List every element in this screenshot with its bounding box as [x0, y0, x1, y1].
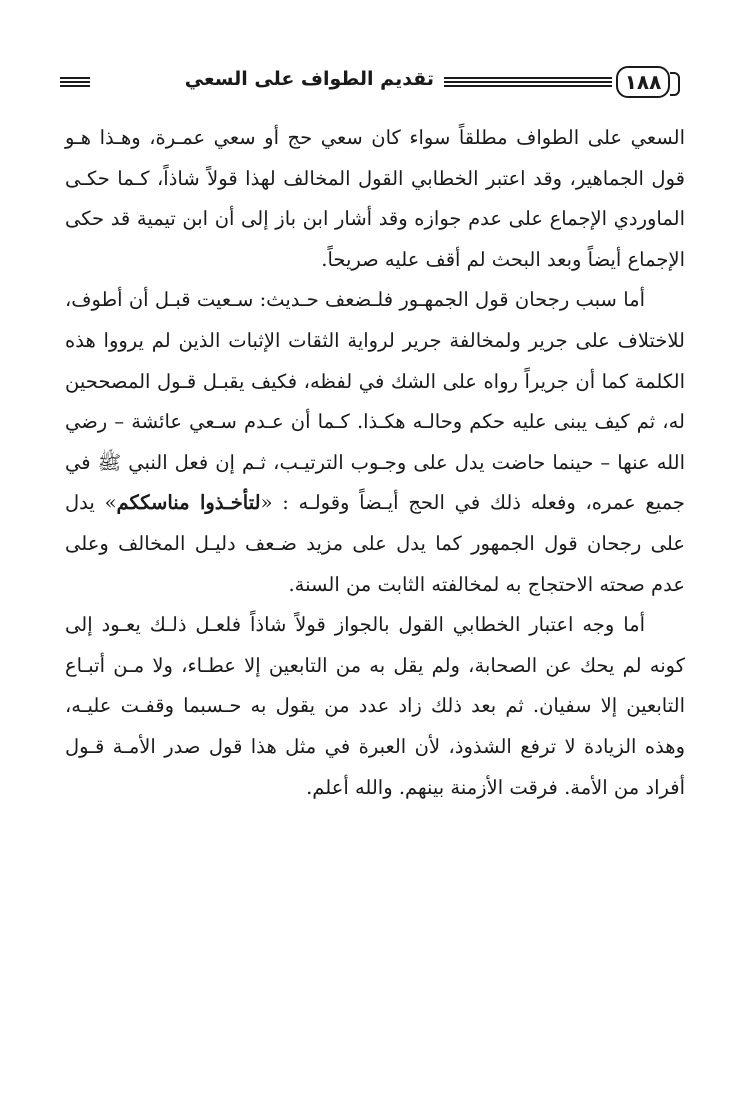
page-number: ١٨٨ — [616, 66, 670, 98]
paragraph-3-text: أما وجه اعتبار الخطابي القول بالجواز قولاً شاذاً فلعـل ذلـك يعـود إلى كونه لم يحك عن الصحابة، ولم يقل به من التابعين إلا عطـاء، ولا مـن أتبـاع التابعين إلا سفيان. ثم بعد ذلك زاد عدد من يقول به حـسبما وقفـت عليـه، وهذه الزيادة لا ترفع الشذوذ، لأن العبرة في مثل هذا قول صدر الأمـة قـول أفراد من الأمة. فرقت الأزمنة بينهم. والله أعلم. — [65, 613, 685, 799]
paragraph-1 — [65, 118, 685, 280]
body-text — [65, 118, 685, 808]
paragraph-2-text-b: » يدل على رجحان قول الجمهور كما يدل على مزيد ضـعف دليـل المخالف وعلى عدم صحته الاحتجاج به لمخالفته الثابت من السنة. — [65, 491, 685, 596]
running-title: تقديم الطواف على السعي — [184, 68, 434, 90]
page-header — [60, 62, 690, 108]
paragraph-1-text: السعي على الطواف مطلقاً سواء كان سعي حج أو سعي عمـرة، وهـذا هـو قول الجماهير، وقد اعتبر الخطابي القول المخالف لهذا قولاً شاذاً، كـما حكـى الماوردي الإجماع على عدم جوازه وقد أشار ابن باز إلى أن ابن تيمية قد حكى الإجماع أيضاً وبعد البحث لم أقف عليه صريحاً. — [65, 126, 685, 271]
header-rule-right — [444, 77, 612, 87]
paragraph-3 — [65, 605, 685, 808]
header-rule-left — [60, 77, 90, 87]
paragraph-2-text-a: أما سبب رجحان قول الجمهـور فلـضعف حـديث: سـعيت قبـل أن أطوف، للاختلاف على جرير ولمخالفة جرير لرواية الثقات الإثبات الذين لم يرووا هذه الكلمة كما أن جريراً رواه على الشك في لفظه، فكيف يقبـل قـول المصححين له، ثم كيف يبنى عليه حكم وحالـه هكـذا. كـما أن عـدم سـعي عائشة – رضي الله عنها – حينما حاضت يدل على وجـوب الترتيـب، ثـم إن فعل النبي ﷺ في جميع عمره، وفعله ذلك في الحج أيـضاً وقولـه : « — [65, 288, 685, 515]
paragraph-2 — [65, 280, 685, 605]
hadith-quote: لتأخـذوا مناسككم — [116, 491, 261, 515]
